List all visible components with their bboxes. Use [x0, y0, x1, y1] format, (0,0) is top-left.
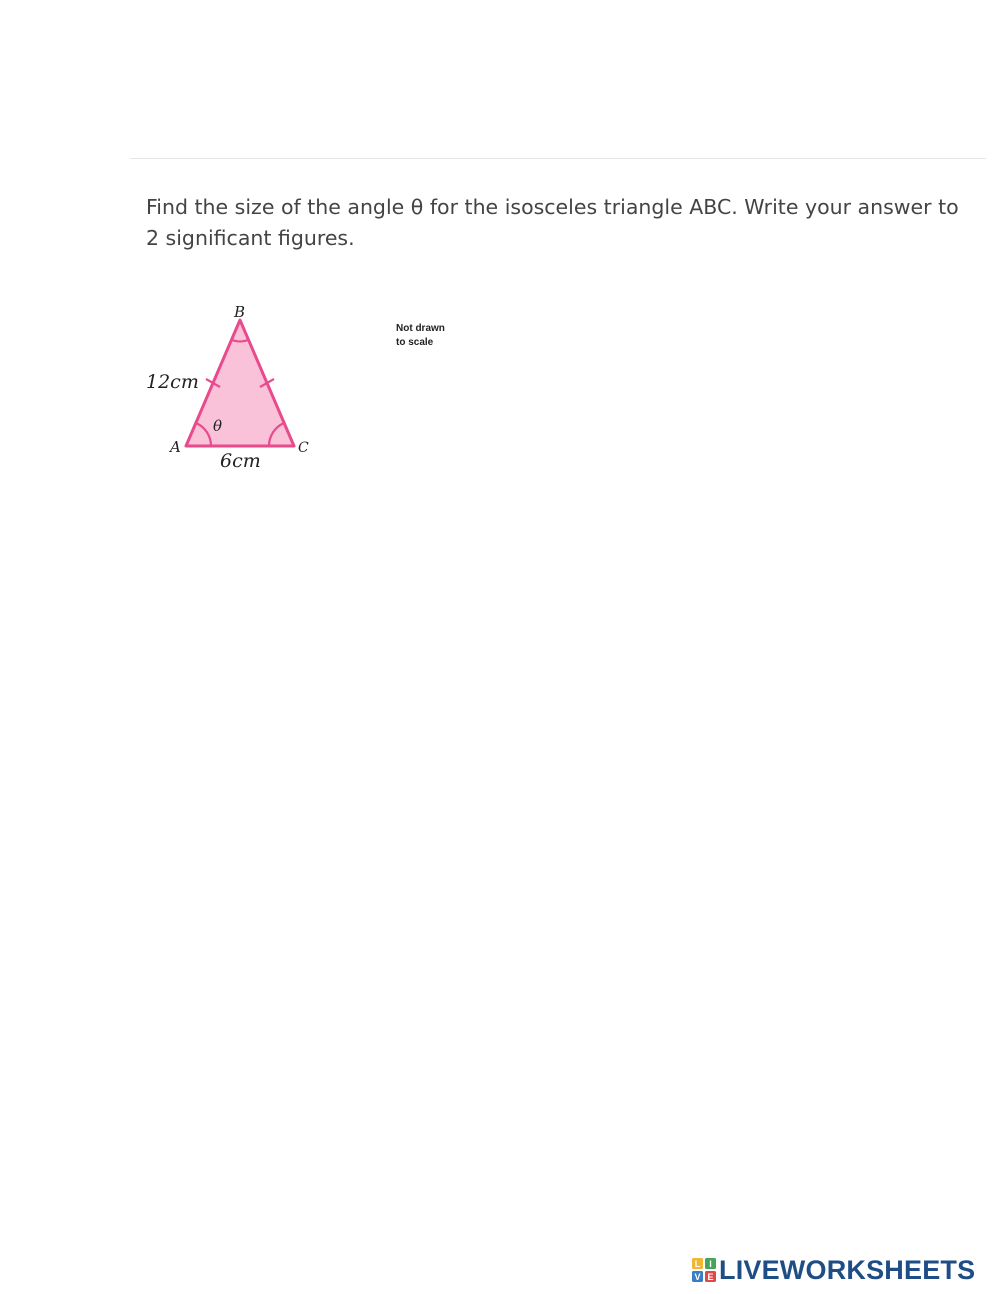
vertex-label-c: C — [298, 440, 309, 456]
svg-text:I: I — [709, 1259, 712, 1269]
liveworksheets-logo — [692, 1255, 975, 1285]
top-divider — [130, 158, 986, 159]
angle-label-theta: θ — [213, 417, 223, 435]
liveworksheets-logo-icon — [692, 1258, 716, 1282]
question-text: Find the size of the angle θ for the isosceles triangle ABC. Write your answer to 2 significant figures. — [146, 195, 959, 250]
vertex-label-b: B — [234, 303, 246, 321]
scale-note-line2: to scale — [396, 337, 434, 348]
vertex-label-a: A — [170, 438, 181, 456]
scale-note — [396, 322, 445, 350]
scale-note-line1: Not drawn — [396, 323, 445, 334]
side-label-ac: 6cm — [220, 450, 261, 472]
svg-text:L: L — [694, 1259, 701, 1269]
svg-text:E: E — [707, 1272, 714, 1282]
side-label-ab: 12cm — [146, 371, 199, 393]
triangle-figure — [140, 298, 340, 483]
liveworksheets-wordmark: LIVEWORKSHEETS — [719, 1255, 976, 1285]
svg-text:V: V — [694, 1272, 701, 1282]
